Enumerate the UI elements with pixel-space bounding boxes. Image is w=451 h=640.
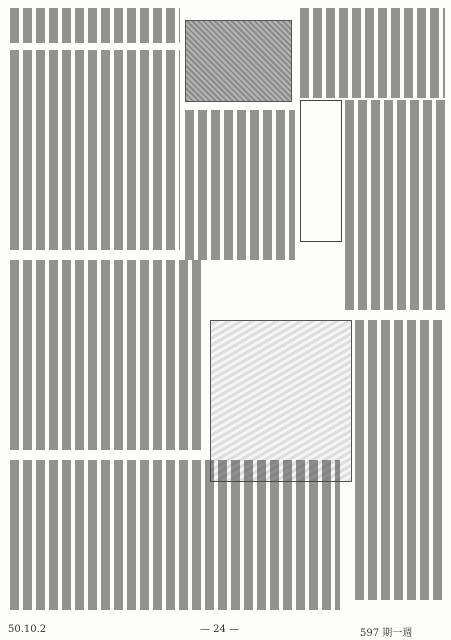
text-block	[10, 260, 205, 450]
text-block	[355, 320, 445, 600]
headline-box	[300, 100, 342, 242]
photo	[185, 20, 292, 102]
text-block	[10, 8, 180, 43]
text-block	[10, 460, 340, 610]
text-block	[300, 8, 445, 98]
text-block	[10, 50, 180, 250]
issue-label: 597 期一週	[360, 628, 413, 639]
footer-date: 50.10.2	[8, 624, 47, 635]
page-number: — 24 —	[200, 624, 240, 635]
text-block	[345, 100, 445, 310]
illustration	[210, 320, 352, 482]
text-block	[185, 110, 295, 260]
